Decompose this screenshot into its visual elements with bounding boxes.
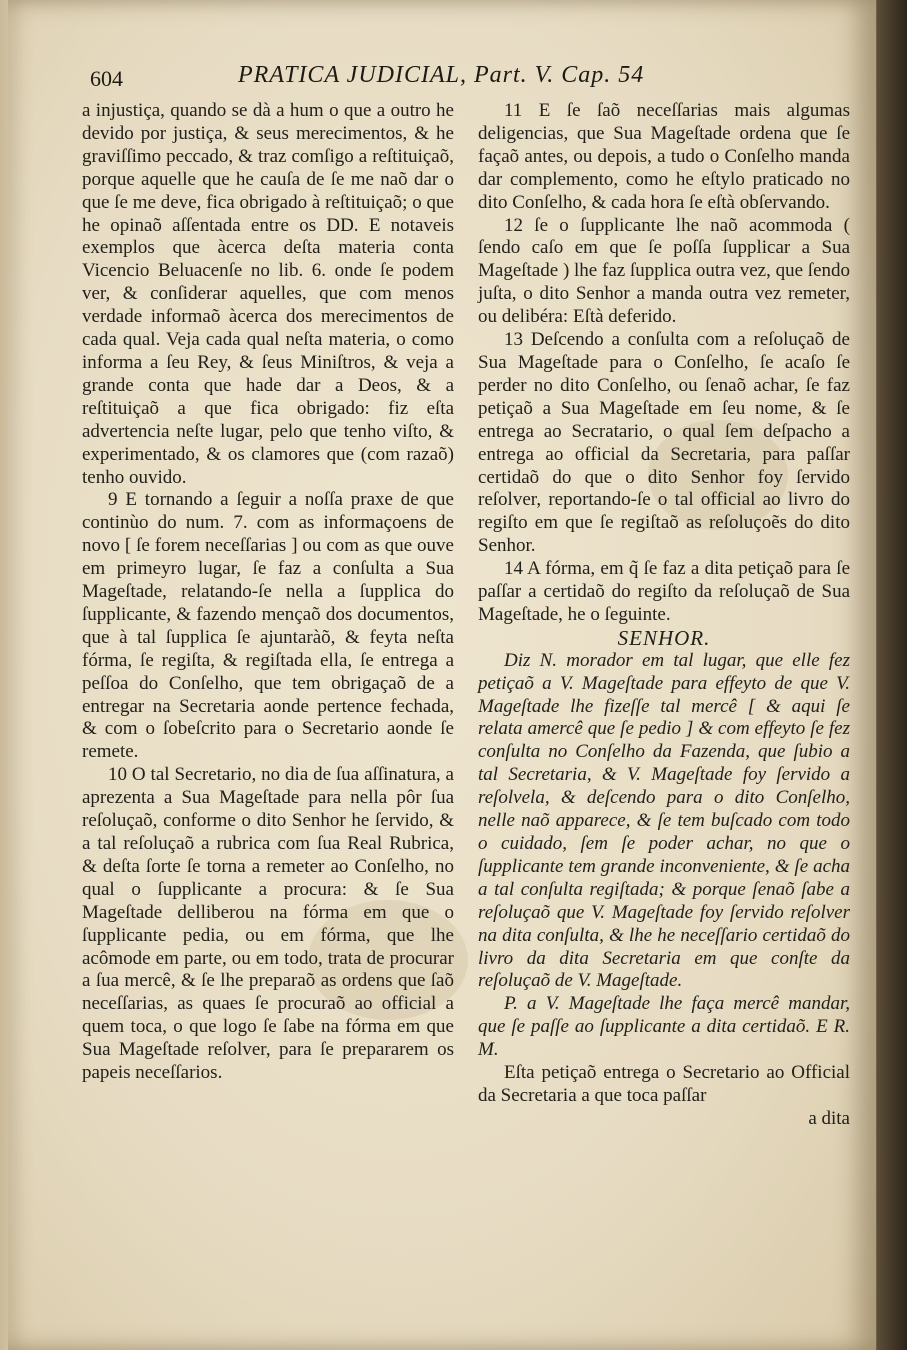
paragraph: 13 Deſcendo a conſulta com a reſoluçaõ de Sua Mageſtade para o Conſelho, ſe acaſo ſe perder no dito Conſelho, ou ſenaõ achar, ſe faz petiçaõ a Sua Mageſtade em ſeu nome, & ſe entrega ao Secratario, o qual ſem deſpacho a entrega ao official da Secretaria, para paſſar certidaõ do que o dito Senhor foy ſervido reſolver, reportando-ſe o tal official ao livro do regiſto em que ſe regiſtaõ as reſoluçoẽs do dito Senhor.: [478, 329, 850, 557]
page-number: 604: [90, 66, 123, 91]
paragraph: 11 E ſe ſaõ neceſſarias mais algumas deligencias, que Sua Mageſtade ordena que ſe façaõ antes, ou depois, a tudo o Conſelho manda dar complemento, como he eſtylo praticado no dito Conſelho, & cada hora ſe eſtà obſervando.: [478, 100, 850, 213]
page-header: [90, 62, 730, 96]
petition-body: Diz N. morador em tal lugar, que elle fez petiçaõ a V. Mageſtade para effeyto de que V. Mageſtade lhe fizeſſe tal mercê [ & aqui ſe relata amercê que ſe pedio ] & com effeyto ſe fez conſulta no Conſelho da Fazenda, que ſubio a tal Secretaria, & V. Mageſtade foy ſervido a reſolvela, & deſcendo para o dito Conſelho, nelle naõ apparece, & ſe tem buſcado com todo o cuidado, ſem ſe poder achar, no que o ſupplicante tem grande inconveniente, & ſe acha a tal conſulta regiſtada; & porque ſenaõ ſabe a reſoluçaõ que V. Mageſtade foy ſervido reſolver na dita conſulta, & lhe he neceſſario certidaõ do livro da dita Secretaria em que conſte da reſoluçaõ de V. Mageſtade.: [478, 649, 850, 992]
catchword: a dita: [808, 1107, 850, 1129]
paragraph: 12 ſe o ſupplicante lhe naõ acommoda ( ſendo caſo em que ſe poſſa ſupplicar a Sua Mageſtade ) lhe faz ſupplica outra vez, que ſendo juſta, o dito Senhor a manda outra vez remeter, ou delibéra: Eſtà deferido.: [478, 214, 850, 328]
petition-heading: SENHOR.: [617, 625, 711, 650]
book-edge: [877, 0, 907, 1350]
petition-closing: P. a V. Mageſtade lhe faça mercê mandar, que ſe paſſe ao ſupplicante a dita certidaõ. E R. M.: [478, 993, 850, 1061]
paragraph: a injustiça, quando se dà a hum o que a outro he devido por justiça, & seus merecimentos, & he graviſſimo peccado, & traz comſigo a reſtituiçaõ, porque aquelle que he cauſa de ſe me naõ dar o que ſe me deve, fica obrigado à reſtituiçaõ; o que he opinaõ aſſentada entre os DD. E notaveis exemplos que àcerca deſta materia conta Vicencio Beluacenſe no lib. 6. onde ſe podem ver, & conſiderar aquelles, que com menos verdade informaõ àcerca dos merecimentos de cada qual. Veja cada qual neſta materia, o como informa a ſeu Rey, & ſeus Miniſtros, & veja a grande conta que hade dar a Deos, & a reſtituiçaõ a que fica obrigado: fiz eſta advertencia neſte lugar, pelo que tenho viſto, & experimentado, & os clamores que (com razaõ) tenho ouvido.: [82, 100, 454, 488]
right-column: [478, 100, 850, 1131]
paragraph: Eſta petiçaõ entrega o Secretario ao Official da Secretaria a que toca paſſar: [478, 1062, 850, 1106]
paragraph: 10 O tal Secretario, no dia de ſua aſſinatura, a aprezenta a Sua Mageſtade para nella pôr ſua reſoluçaõ, conforme o dito Senhor he ſervido, & a tal reſoluçaõ a rubrica com ſua Real Rubrica, & deſta ſorte ſe torna a remeter ao Conſelho, no qual o ſupplicante a procura: & ſe Sua Mageſtade delliberou na fórma em que o ſupplicante pedia, ou em fórma, que lhe acômode em parte, ou em todo, trata de procurar a ſua mercê, & ſe lhe preparaõ as ordens que ſaõ neceſſarias, as quaes ſe procuraõ ao official a quem toca, o que logo ſe ſabe na fórma em que Sua Mageſtade reſolver, para ſe prepararem os papeis neceſſarios.: [82, 764, 454, 1084]
paragraph: 9 E tornando a ſeguir a noſſa praxe de que continùo do num. 7. com as informaçoens de novo [ ſe forem neceſſarias ] ou com as que ouve em primeyro lugar, ſe faz a conſulta a Sua Mageſtade, relatando-ſe nella a ſupplica do ſupplicante, & fazendo mençaõ dos documentos, que à tal ſupplica ſe ajuntaràõ, & feyta neſta fórma, ſe regiſta, & regiſtada ella, ſe entrega a peſſoa do Conſelho, que tem obrigaçaõ de a entregar na Secretaria aonde pertence fechada, & com o ſobeſcrito para o Secretario aonde ſe remete.: [82, 489, 454, 763]
left-column: [82, 100, 454, 1085]
running-head: PRATICA JUDICIAL, Part. V. Cap. 54: [238, 62, 645, 88]
paragraph: 14 A fórma, em q̃ ſe faz a dita petiçaõ para ſe paſſar a certidaõ do regiſto da reſoluçaõ de Sua Mageſtade, he o ſeguinte.: [478, 558, 850, 625]
